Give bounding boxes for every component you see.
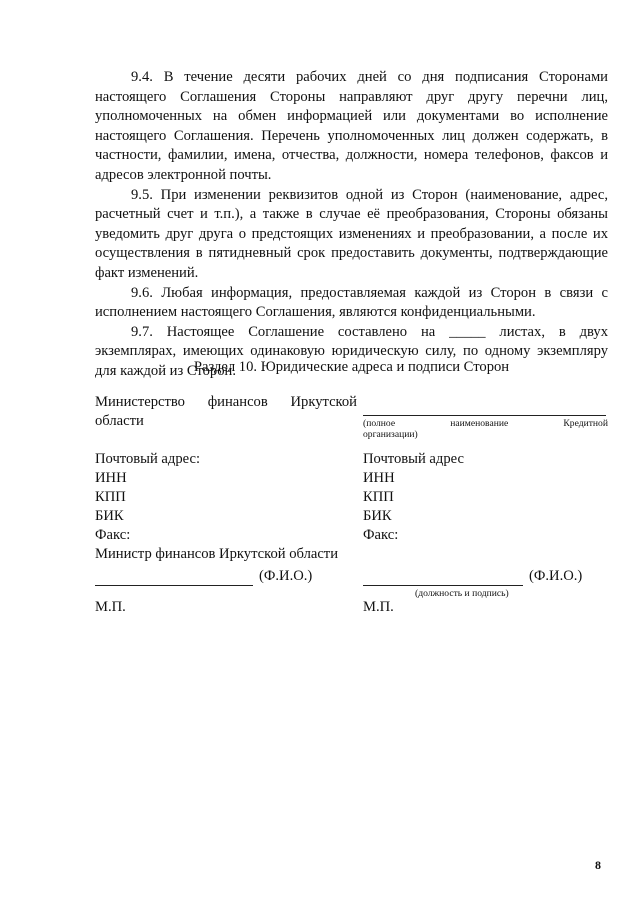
right-sign-caption: (должность и подпись) xyxy=(415,588,509,599)
party-right xyxy=(363,393,608,599)
credit-org-caption xyxy=(363,418,608,440)
left-kpp: КПП xyxy=(95,489,126,505)
ministry-name: Министерство финансов Иркутской области xyxy=(95,394,357,429)
paragraph-9-4: 9.4. В течение десяти рабочих дней со дня подписания Сторонами настоящего Соглашения Стороны направляют друг другу перечни лиц, уполномоченных на обмен информацией или документами во исполнение настоящего Соглашения. Перечень уполномоченных лиц должен содержать, в частности, фамилии, имена, отчества, должности, номера телефонов, факсов и адресов электронной почты. xyxy=(95,69,608,183)
right-kpp: КПП xyxy=(363,489,394,505)
left-fax: Факс: xyxy=(95,527,131,543)
left-fio: (Ф.И.О.) xyxy=(259,568,313,584)
credit-org-caption-word1: (полное xyxy=(363,418,396,429)
right-fax: Факс: xyxy=(363,527,399,543)
paragraph-9-7: 9.7. Настоящее Соглашение составлено на _____ листах, в двух экземплярах, имеющих одинаковую юридическую силу, по одному экземпляру для каждой из Сторон. xyxy=(95,323,608,379)
credit-org-name-line xyxy=(363,415,606,416)
credit-org-name-block xyxy=(363,393,608,440)
left-signatory-title: Министр финансов Иркутской области xyxy=(95,546,338,562)
right-inn: ИНН xyxy=(363,470,395,486)
credit-org-caption-word2: наименование xyxy=(450,418,509,429)
left-inn: ИНН xyxy=(95,470,127,486)
paragraph-9-6: 9.6. Любая информация, предоставляемая каждой из Сторон в связи с исполнением настоящего Соглашения, являются конфиденциальными. xyxy=(95,284,608,321)
left-signature-line xyxy=(95,570,253,586)
right-signature-row xyxy=(363,564,608,586)
party-left xyxy=(95,393,357,586)
right-postal-address: Почтовый адрес xyxy=(363,451,464,467)
credit-org-caption-word3: Кредитной xyxy=(563,418,608,429)
right-stamp-placeholder: М.П. xyxy=(363,599,394,615)
agreement-text xyxy=(95,68,608,382)
left-bik: БИК xyxy=(95,508,124,524)
credit-org-caption-line2: организации) xyxy=(363,429,418,440)
left-stamp-placeholder: М.П. xyxy=(95,599,126,615)
left-signature-row xyxy=(95,564,357,586)
right-fio: (Ф.И.О.) xyxy=(529,568,583,584)
left-postal-address: Почтовый адрес: xyxy=(95,451,201,467)
right-bik: БИК xyxy=(363,508,392,524)
section-title: Раздел 10. Юридические адреса и подписи Сторон xyxy=(193,359,510,375)
page-number: 8 xyxy=(595,858,601,872)
right-signature-line xyxy=(363,570,523,586)
paragraph-9-5: 9.5. При изменении реквизитов одной из Сторон (наименование, адрес, расчетный счет и т.п.), а также в случае её преобразования, Стороны обязаны уведомить друг друга о предстоящих изменениях и преобразовании, а после их осуществления в пятидневный срок предоставить документы, подтверждающие факт изменений. xyxy=(95,186,608,281)
